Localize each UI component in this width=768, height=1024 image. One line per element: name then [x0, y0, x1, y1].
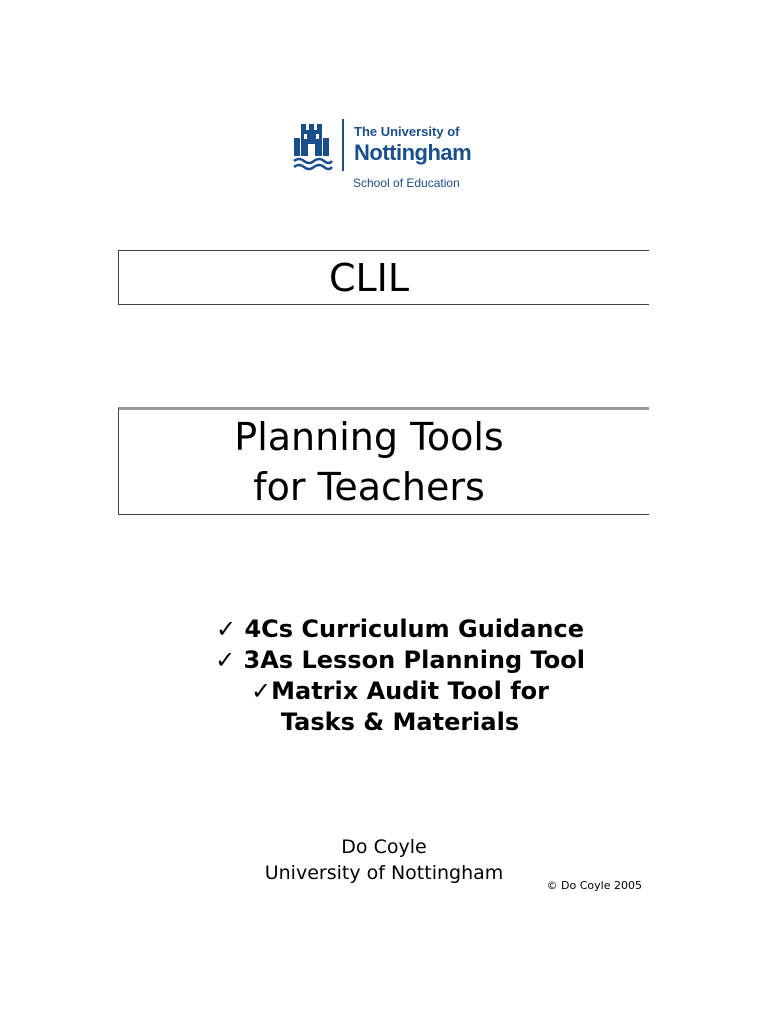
logo-text-school: School of Education	[353, 176, 460, 190]
subtitle-line-2: for Teachers	[253, 465, 485, 509]
document-title: CLIL	[328, 255, 410, 300]
author-block	[184, 834, 584, 886]
checklist	[100, 614, 700, 738]
castle-crest-icon	[292, 120, 334, 172]
author-affiliation: University of Nottingham	[264, 862, 504, 884]
logo-text-university-of: The University of	[354, 124, 460, 139]
checklist-item: Tasks & Materials	[280, 708, 520, 736]
title-box	[118, 250, 649, 305]
subtitle-line-1: Planning Tools	[234, 415, 504, 459]
checklist-item: ✓ 3As Lesson Planning Tool	[215, 646, 585, 674]
subtitle-box	[118, 407, 649, 515]
logo-divider	[342, 119, 344, 171]
checklist-item: ✓ 4Cs Curriculum Guidance	[216, 615, 584, 643]
university-logo	[292, 116, 492, 196]
checklist-item: ✓Matrix Audit Tool for	[251, 677, 549, 705]
logo-text-nottingham: Nottingham	[354, 140, 472, 165]
author-name: Do Coyle	[341, 836, 427, 858]
copyright-notice: © Do Coyle 2005	[546, 879, 642, 892]
